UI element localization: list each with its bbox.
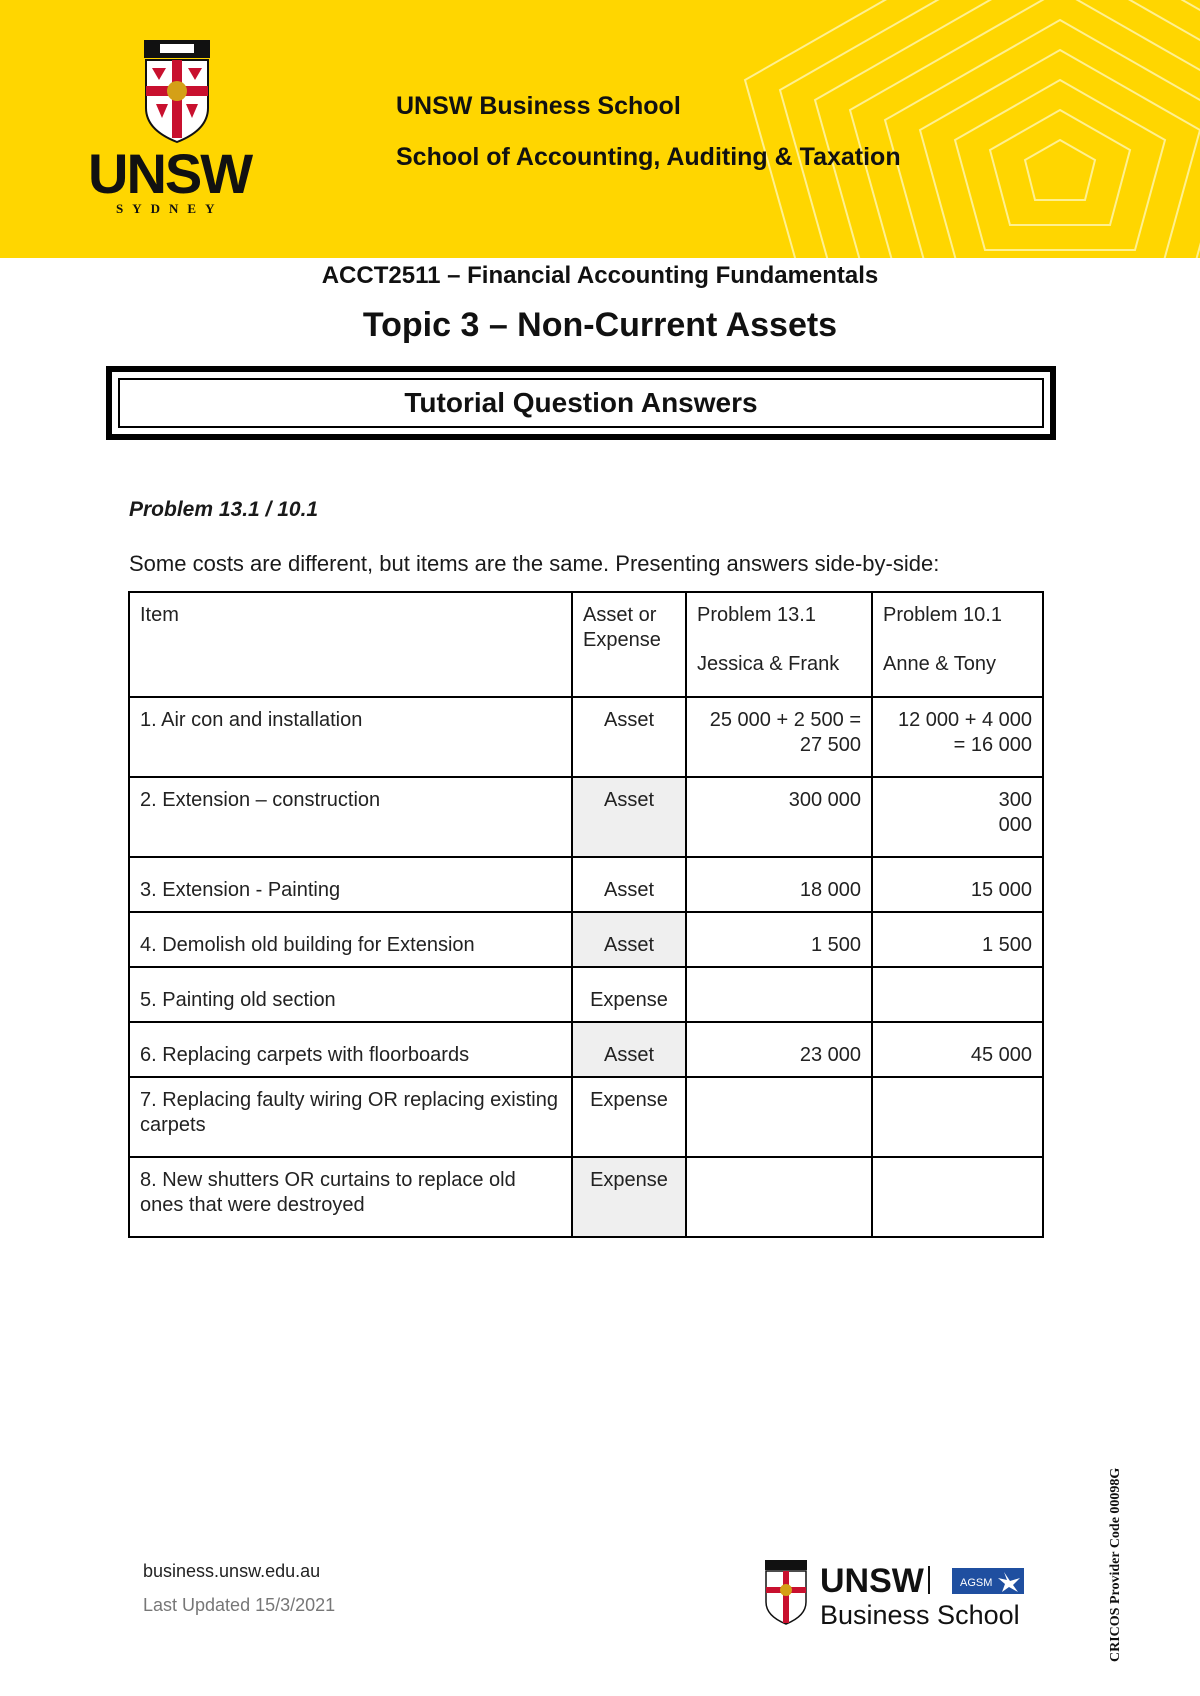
agsm-label: AGSM	[960, 1577, 993, 1589]
unsw-business-school-logo	[764, 1558, 1032, 1630]
answers-table	[128, 591, 1044, 1238]
table-row	[129, 857, 1043, 912]
row-item: 1. Air con and installation	[129, 697, 572, 777]
cricos-code: CRICOS Provider Code 00098G	[1108, 1467, 1123, 1662]
footer-logo-sub: Business School	[820, 1600, 1020, 1630]
table-row	[129, 1157, 1043, 1237]
header-p2-sub: Anne & Tony	[883, 653, 997, 675]
row-type: Asset	[572, 777, 686, 857]
row-item: 3. Extension - Painting	[129, 857, 572, 912]
intro-text: Some costs are different, but items are the same. Presenting answers side-by-side:	[129, 551, 940, 576]
header-banner	[0, 0, 1200, 258]
table-header-row	[129, 592, 1043, 697]
row-p2: 15 000	[872, 857, 1043, 912]
unsw-crest-icon	[142, 38, 212, 146]
unsw-logo-text: UNSW	[88, 142, 252, 205]
footer-logo-word: UNSW	[820, 1562, 924, 1600]
department-name: School of Accounting, Auditing & Taxation	[396, 143, 901, 171]
row-item: 6. Replacing carpets with floorboards	[129, 1022, 572, 1077]
row-p1: 18 000	[686, 857, 872, 912]
footer-website: business.unsw.edu.au	[143, 1561, 321, 1581]
row-p1: 25 000 + 2 500 = 27 500	[686, 697, 872, 777]
row-type: Asset	[572, 857, 686, 912]
header-p2-title: Problem 10.1	[883, 604, 1002, 626]
table-row	[129, 697, 1043, 777]
table-row	[129, 912, 1043, 967]
table-row	[129, 1022, 1043, 1077]
row-p2: 12 000 + 4 000 = 16 000	[872, 697, 1043, 777]
topic-title: Topic 3 – Non-Current Assets	[362, 306, 838, 344]
table-row	[129, 967, 1043, 1022]
footer-last-updated: Last Updated 15/3/2021	[143, 1595, 336, 1615]
header-problem-13-1	[686, 592, 872, 697]
unsw-logo-subtext: SYDNEY	[116, 201, 224, 216]
row-p2: 300 000	[872, 777, 1043, 857]
header-p1-title: Problem 13.1	[697, 604, 816, 626]
row-type: Asset	[572, 1022, 686, 1077]
row-item: 7. Replacing faulty wiring OR replacing existing carpets	[129, 1077, 572, 1157]
row-p2: 45 000	[872, 1022, 1043, 1077]
section-title: Tutorial Question Answers	[118, 378, 1044, 428]
row-p1	[686, 1077, 872, 1157]
row-item: 8. New shutters OR curtains to replace old ones that were destroyed	[129, 1157, 572, 1237]
row-type: Expense	[572, 967, 686, 1022]
row-p2: 1 500	[872, 912, 1043, 967]
row-p2	[872, 967, 1043, 1022]
header-p1-sub: Jessica & Frank	[697, 653, 840, 675]
row-type: Asset	[572, 912, 686, 967]
table-row	[129, 1077, 1043, 1157]
header-problem-10-1	[872, 592, 1043, 697]
course-title: ACCT2511 – Financial Accounting Fundamentals	[321, 262, 879, 289]
table-row	[129, 777, 1043, 857]
row-type: Expense	[572, 1157, 686, 1237]
row-p2	[872, 1157, 1043, 1237]
row-p1	[686, 1157, 872, 1237]
header-item: Item	[129, 592, 572, 697]
row-item: 5. Painting old section	[129, 967, 572, 1022]
row-type: Expense	[572, 1077, 686, 1157]
header-type: Asset or Expense	[572, 592, 686, 697]
row-p2	[872, 1077, 1043, 1157]
row-p1: 300 000	[686, 777, 872, 857]
row-type: Asset	[572, 697, 686, 777]
section-title-box	[106, 366, 1056, 440]
problem-heading: Problem 13.1 / 10.1	[129, 498, 319, 521]
row-item: 4. Demolish old building for Extension	[129, 912, 572, 967]
row-p1: 23 000	[686, 1022, 872, 1077]
school-name: UNSW Business School	[396, 92, 681, 120]
row-p1	[686, 967, 872, 1022]
footer-crest-icon	[765, 1560, 807, 1624]
geometric-pattern	[640, 0, 1200, 258]
row-p1: 1 500	[686, 912, 872, 967]
row-item: 2. Extension – construction	[129, 777, 572, 857]
